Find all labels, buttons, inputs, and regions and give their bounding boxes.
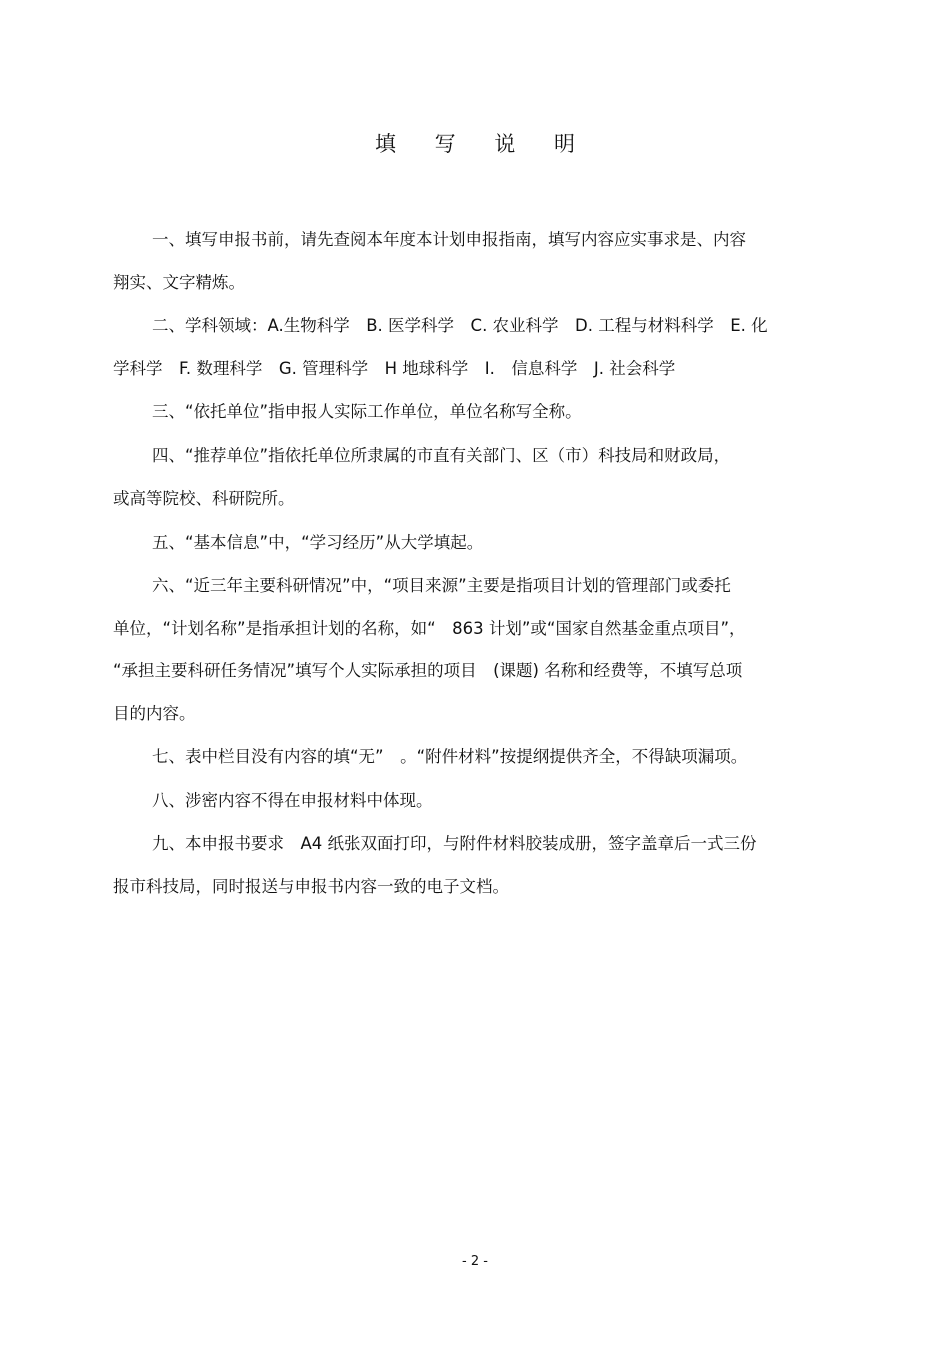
instruction-4-line-2: 或高等院校、科研院所。 bbox=[113, 489, 295, 508]
instruction-4-line-1: 四、“推荐单位”指依托单位所隶属的市直有关部门、区（市）科技局和财政局， bbox=[152, 446, 731, 465]
instruction-8: 八、涉密内容不得在申报材料中体现。 bbox=[152, 791, 433, 810]
instruction-3: 三、“依托单位”指申报人实际工作单位，单位名称写全称。 bbox=[152, 402, 582, 421]
page-number: - 2 - bbox=[462, 1254, 488, 1269]
instruction-1-line-2: 翔实、文字精炼。 bbox=[113, 273, 245, 292]
instruction-5: 五、“基本信息”中，“学习经历”从大学填起。 bbox=[152, 533, 484, 552]
instruction-2-line-2: 学科学 F. 数理科学 G. 管理科学 H 地球科学 I. 信息科学 J. 社会科学 bbox=[113, 359, 676, 378]
instruction-6-line-4: 目的内容。 bbox=[113, 704, 196, 723]
page-title: 填 写 说 明 bbox=[374, 132, 592, 156]
instruction-2-line-1: 二、学科领域：A.生物科学 B. 医学科学 C. 农业科学 D. 工程与材料科学 E. 化 bbox=[152, 316, 768, 335]
instruction-7: 七、表中栏目没有内容的填“无” 。“附件材料”按提纲提供齐全，不得缺项漏项。 bbox=[152, 747, 748, 766]
instruction-1-line-1: 一、填写申报书前，请先查阅本年度本计划申报指南，填写内容应实事求是、内容 bbox=[152, 230, 746, 249]
instruction-6-line-1: 六、“近三年主要科研情况”中，“项目来源”主要是指项目计划的管理部门或委托 bbox=[152, 576, 731, 595]
instruction-9-line-2: 报市科技局，同时报送与申报书内容一致的电子文档。 bbox=[113, 877, 509, 896]
instruction-9-line-1: 九、本申报书要求 A4 纸张双面打印，与附件材料胶装成册，签字盖章后一式三份 bbox=[152, 834, 757, 853]
instruction-6-line-2: 单位，“计划名称”是指承担计划的名称，如“ 863 计划”或“国家自然基金重点项目”， bbox=[113, 619, 746, 638]
instruction-6-line-3: “承担主要科研任务情况”填写个人实际承担的项目 (课题) 名称和经费等，不填写总项 bbox=[113, 661, 743, 680]
